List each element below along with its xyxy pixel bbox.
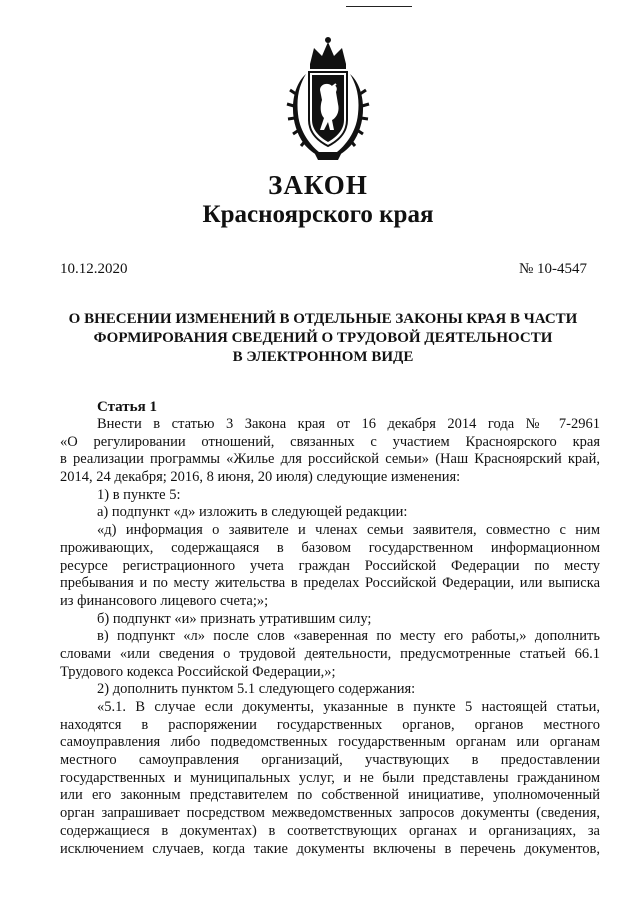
article-body	[60, 416, 600, 858]
page-subtitle: Красноярского края	[202, 201, 434, 228]
heading-line: В ЭЛЕКТРОННОМ ВИДЕ	[232, 349, 414, 365]
text-line: или его законным представителем по собственной инициативе, уполномоченный	[60, 787, 600, 804]
article-title: Статья 1	[97, 399, 157, 415]
text-line: пребывания и по месту жительства в пределах Российской Федерации, или выписка	[60, 575, 600, 592]
top-rule	[346, 6, 412, 7]
text-line: «5.1. В случае если документы, указанные в пункте 5 настоящей статьи,	[97, 699, 600, 715]
heading-line: О ВНЕСЕНИИ ИЗМЕНЕНИЙ В ОТДЕЛЬНЫЕ ЗАКОНЫ КРАЯ В ЧАСТИ	[68, 311, 578, 327]
text-line: самоуправления либо подведомственных государственным органам или органам	[60, 734, 600, 751]
text-line: содержащиеся в документах) в соответствующих органах и организациях, за	[60, 822, 600, 839]
text-line: орган запрашивает посредством межведомственных запросов документы (сведения,	[60, 805, 600, 822]
text-line: из финансового лицевого счета;»;	[60, 592, 269, 609]
text-line: исключением случаев, когда такие документы включены в перечень документов,	[60, 840, 600, 857]
text-line: «О регулировании отношений, связанных с участием Красноярского края	[60, 433, 600, 450]
coat-of-arms-icon	[284, 34, 372, 166]
text-line: в реализации программы «Жилье для российской семьи» (Наш Красноярский край,	[60, 451, 600, 468]
text-line: 2) дополнить пунктом 5.1 следующего содержания:	[97, 681, 416, 698]
text-line: а) подпункт «д» изложить в следующей редакции:	[97, 504, 408, 521]
text-line: 2014, 24 декабря; 2016, 8 июня, 20 июля) следующие изменения:	[60, 469, 461, 486]
text-line: 1) в пункте 5:	[97, 486, 181, 503]
text-line: государственных и муниципальных услуг, и не были представлены гражданином	[60, 769, 600, 786]
text-line: б) подпункт «и» признать утратившим силу;	[97, 610, 372, 627]
text-line: местного самоуправления организаций, участвующих в предоставлении	[60, 752, 600, 769]
heading-line: ФОРМИРОВАНИЯ СВЕДЕНИЙ О ТРУДОВОЙ ДЕЯТЕЛЬНОСТИ	[93, 330, 553, 346]
document-date: 10.12.2020	[60, 261, 128, 277]
document-number: № 10-4547	[518, 261, 587, 277]
text-line: находятся в распоряжении государственных органов, органов местного	[60, 716, 600, 733]
text-line: Трудового кодекса Российской Федерации,»;	[60, 663, 336, 680]
law-heading	[60, 310, 586, 367]
text-line: ресурсе регистрационного учета граждан Российской Федерации по месту	[60, 557, 600, 574]
text-line: в) подпункт «л» после слов «заверенная по месту его работы,» дополнить	[97, 628, 600, 645]
text-line: проживающих, содержащаяся в базовом государственном информационном	[60, 539, 600, 556]
text-line: словами «или сведения о трудовой деятельности, предусмотренные статьей 66.1	[60, 645, 600, 662]
text-line: «д) информация о заявителе и членах семьи заявителя, совместно с ним	[97, 522, 600, 539]
text-line: Внести в статью 3 Закона края от 16 декабря 2014 года № 7-2961	[97, 416, 600, 432]
page-title: ЗАКОН	[268, 170, 368, 200]
